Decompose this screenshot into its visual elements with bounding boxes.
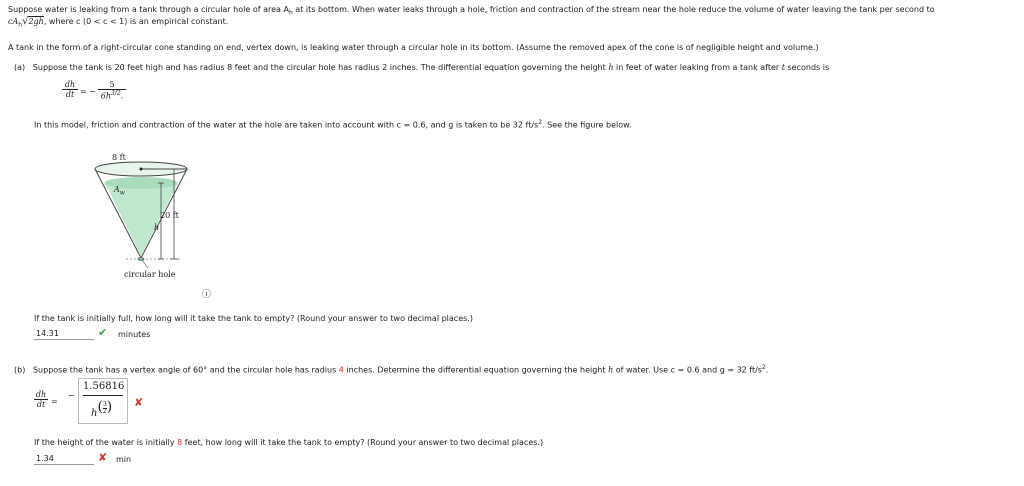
ode-b-equals: = [51,397,58,406]
incorrect-cross-icon-b: ✘ [98,451,108,464]
center-dot [140,168,143,171]
ode-b-numerator: 1.56816 [83,381,125,392]
answer-a-unit: minutes [118,330,151,339]
ode-a-rhs: $\frac{5}{6h^{3/2}.}$ [98,80,126,101]
answer-b-unit: min [116,455,132,464]
intro-line-2: $cA_h√2gh$, where c (0 < c < 1) is an empirical constant. [8,16,229,29]
question-b-text: If the height of the water is initially 8 feet, how long will it take the tank to empty? (Round your answer to two decimal places.) [34,438,544,447]
ode-b-answer-box[interactable] [78,378,128,424]
ode-b-fraction-bar [83,395,123,396]
intro-line-1: Suppose water is leaking from a tank through a circular hole of area $A_h$ at its bottom. When water leaks through a hole, friction and contraction of the stream near the hole reduce the volume of water leaving the tank per second to [8,5,935,17]
sqrt-icon: √ [22,16,29,27]
ode-b-minus: − [68,391,75,400]
question-a-text: If the tank is initially full, how long will it take the tank to empty? (Round your answer to two decimal places.) [34,314,473,323]
correct-check-icon: ✔ [98,326,108,339]
figure-label-h: h [154,223,160,232]
answer-b-input[interactable]: 1.34 [34,453,94,465]
part-b-description: (b) Suppose the tank has a vertex angle of 60° and the circular hole has radius 4 inches. Determine the differential equation governing the height h of water. Use c = 0.6 and g = 32 $ft/s^2$. [14,364,769,375]
problem-statement: A tank in the form of a right-circular cone standing on end, vertex down, is leaking water through a circular hole in its bottom. (Assume the removed apex of the cone is of negligible height and volume.) [8,43,819,52]
figure-label-height: 20 ft [160,211,179,220]
ode-b-lhs: $\frac{dh}{dt}$ [35,390,47,409]
info-icon[interactable]: ⓘ [202,290,212,300]
incorrect-cross-icon: ✘ [134,396,144,409]
figure-label-area: $A_w$ [114,185,125,197]
figure-label-radius: 8 ft [112,153,126,162]
ode-a-equals: = − [80,87,96,96]
cone-figure [80,146,200,286]
ode-a-lhs: $\frac{dh}{dt}$ [62,80,78,99]
part-a-description: (a) Suppose the tank is 20 feet high and has radius 8 feet and the circular hole has radius 2 inches. The differential equation governing the height h in feet of water leaking from a tank after t seconds is [14,63,830,72]
ode-b-denominator: h( $\frac{3}{2}$ ) [91,399,113,419]
model-text: In this model, friction and contraction of the water at the hole are taken into account with c = 0.6, and g is taken to be 32 $ft/s^2$. See the figure below. [34,119,632,130]
answer-a-input[interactable]: 14.31 [34,328,94,340]
figure-label-hole: circular hole [124,270,176,279]
